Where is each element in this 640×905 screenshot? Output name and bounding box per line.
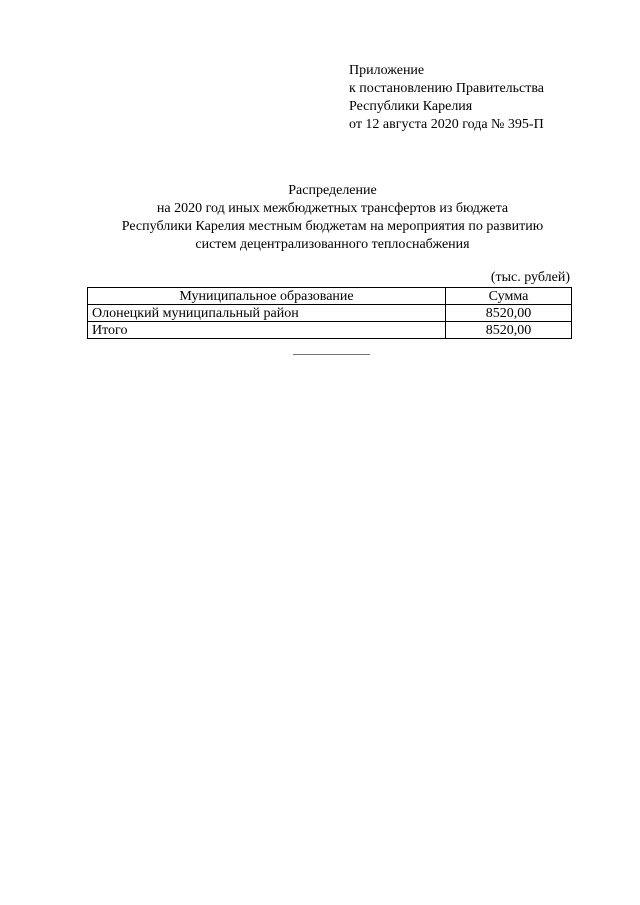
sum-cell: 8520,00 (446, 305, 572, 322)
unit-label: (тыс. рублей) (490, 270, 570, 285)
end-divider (293, 354, 370, 355)
document-subtitle-line: Республики Карелия местным бюджетам на мероприятия по развитию (121, 219, 544, 234)
table-row-total (88, 322, 572, 339)
total-sum-cell: 8520,00 (446, 322, 572, 339)
document-subtitle-line: на 2020 год иных межбюджетных трансфертов из бюджета (156, 201, 509, 216)
column-header-municipality: Муниципальное образование (88, 288, 446, 305)
total-label-cell: Итого (88, 322, 446, 339)
document-subtitle-line: систем децентрализованного теплоснабжения (195, 237, 470, 252)
distribution-table (87, 287, 572, 339)
municipality-cell: Олонецкий муниципальный район (88, 305, 446, 322)
table-row (88, 305, 572, 322)
document-title-block (60, 182, 605, 254)
appendix-line: Приложение (349, 63, 425, 78)
appendix-line: к постановлению Правительства (349, 81, 545, 96)
appendix-line: Республики Карелия (349, 99, 473, 114)
appendix-header (349, 62, 544, 134)
appendix-line: от 12 августа 2020 года № 395-П (349, 117, 544, 132)
column-header-sum: Сумма (446, 288, 572, 305)
table-header-row (88, 288, 572, 305)
document-title: Распределение (288, 183, 377, 198)
